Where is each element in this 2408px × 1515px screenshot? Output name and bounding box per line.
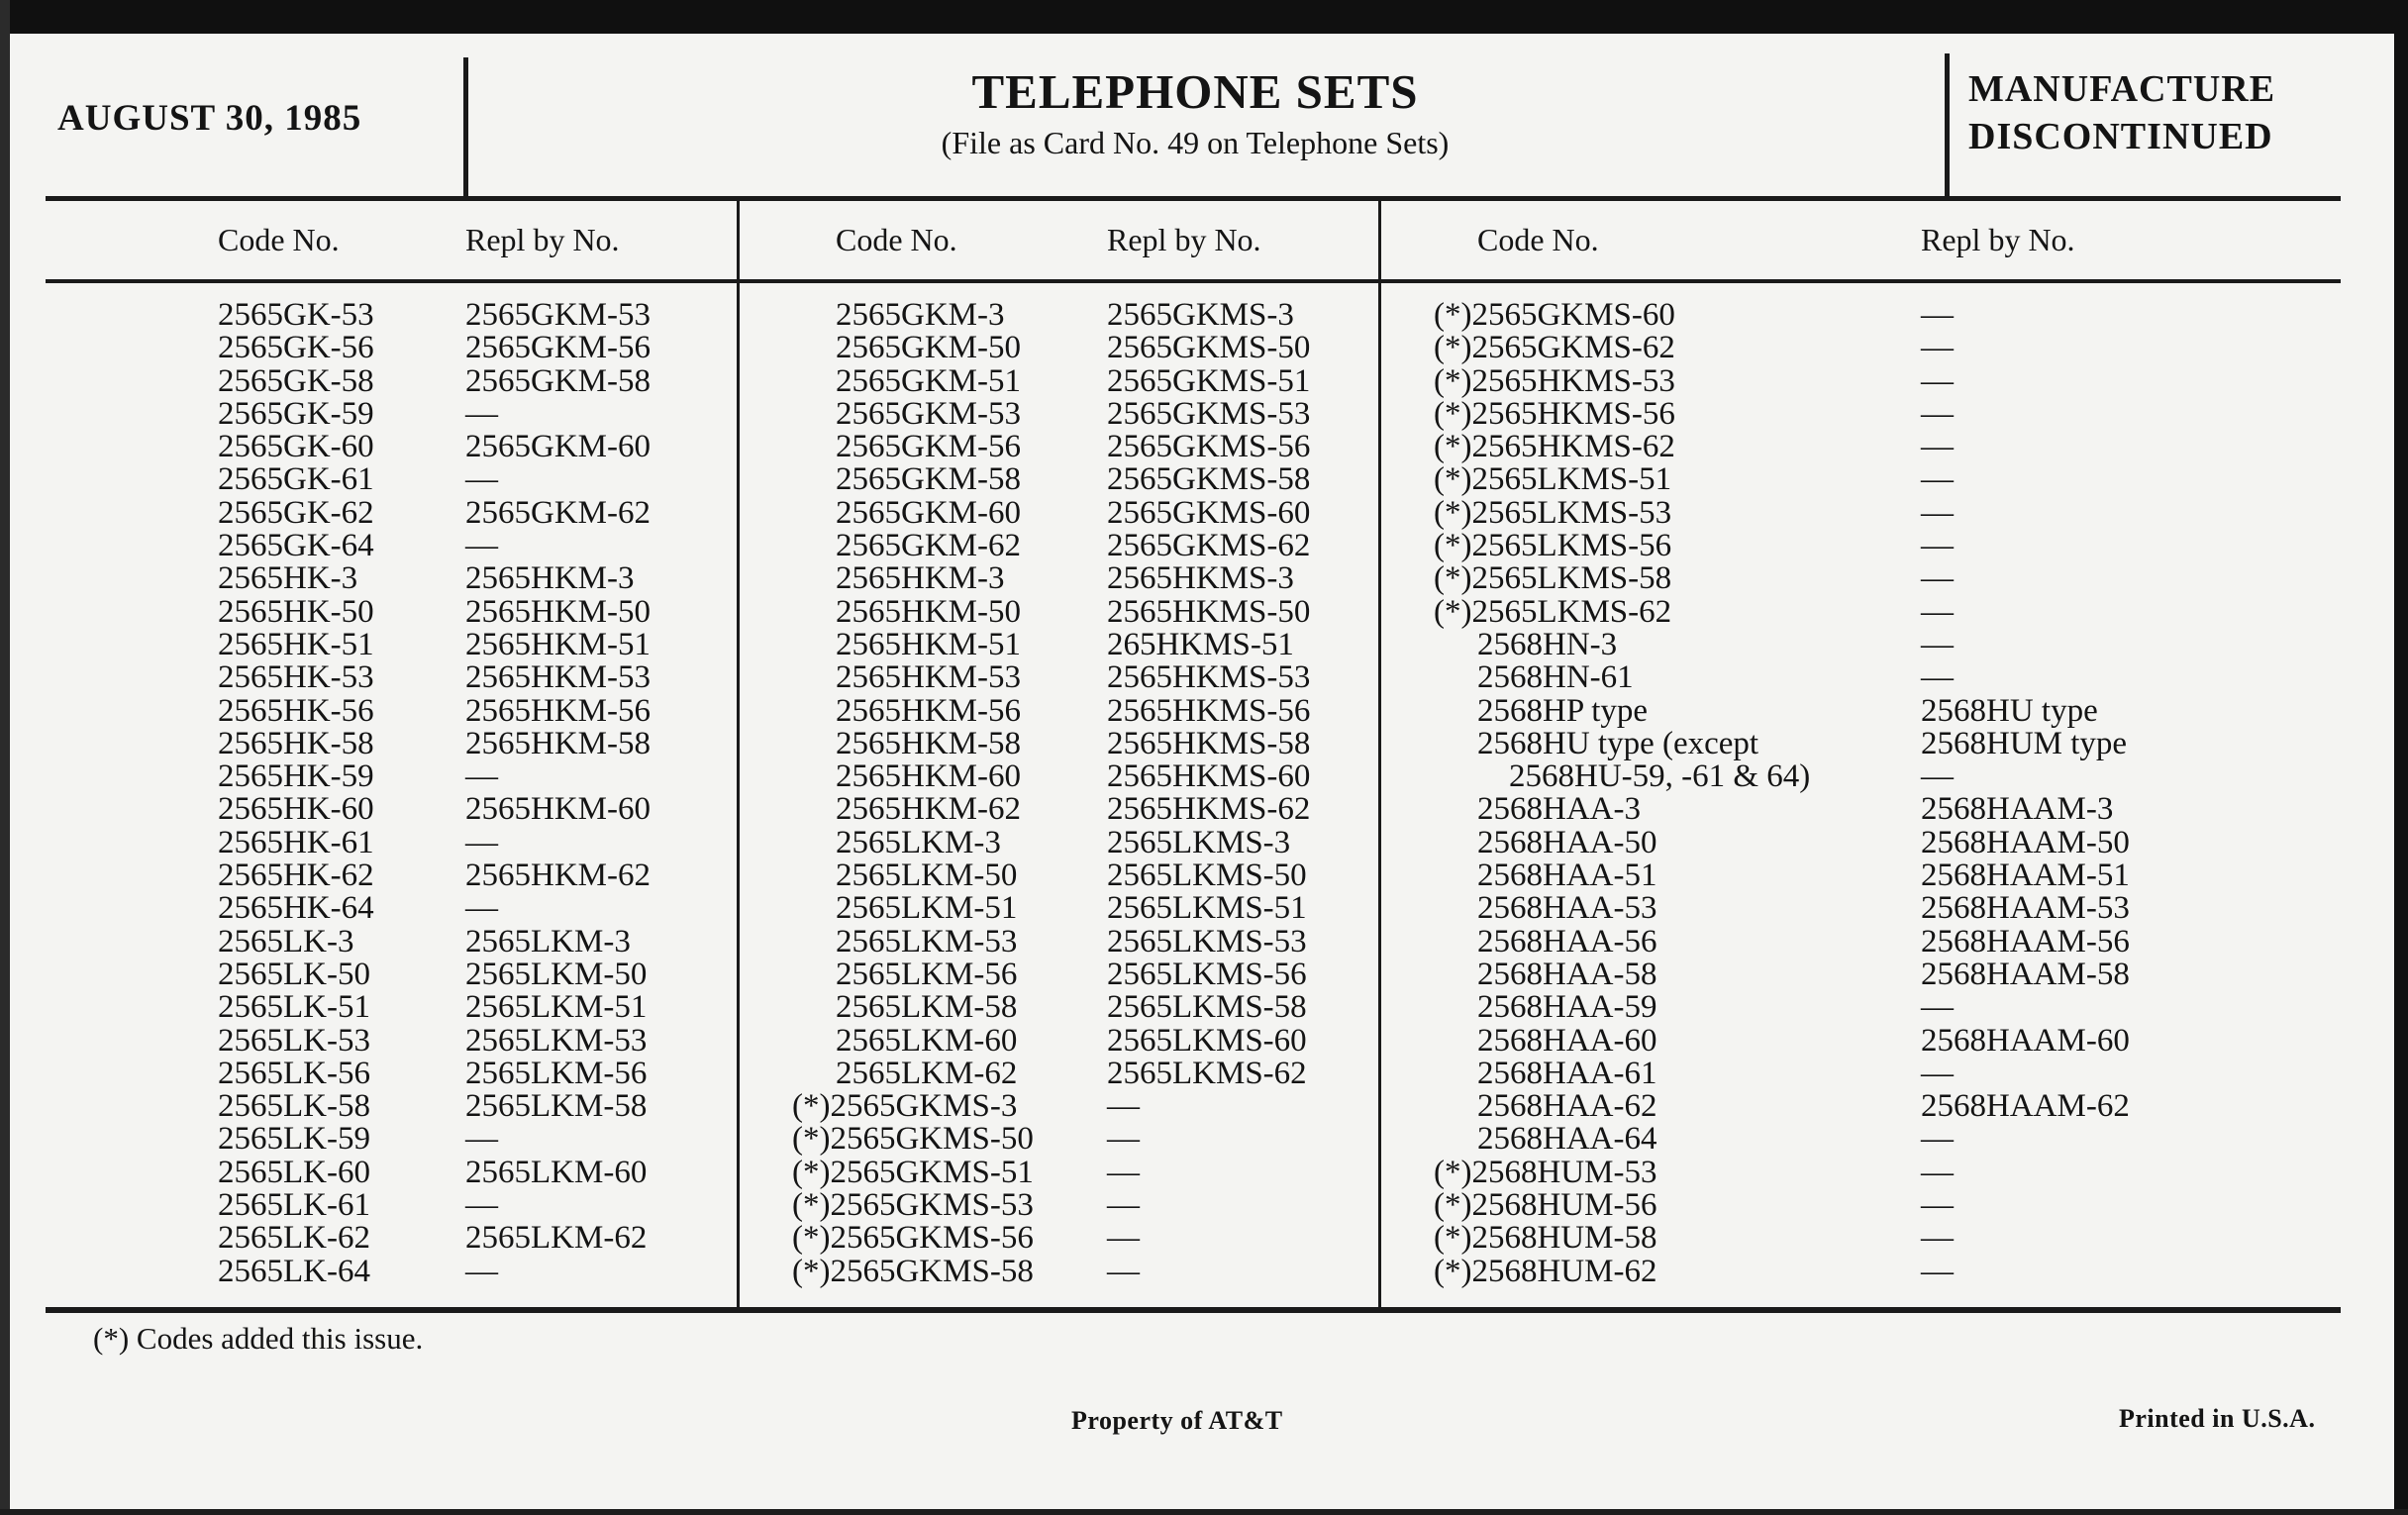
table-cell: 2568HAA-60 xyxy=(1477,1022,1657,1059)
table-cell: — xyxy=(1921,989,1954,1026)
table-cell: 2565GK-56 xyxy=(218,330,374,366)
table-cell: 2565HKM-60 xyxy=(465,791,651,828)
table-cell: 2565HKM-58 xyxy=(836,725,1021,761)
table-cell: 2565LK-59 xyxy=(218,1121,370,1158)
table-cell: 2565LKM-58 xyxy=(836,989,1018,1026)
table-cell: 2565GKM-60 xyxy=(465,429,651,465)
table-cell: (*)2565GKMS-60 xyxy=(1434,297,1675,333)
group3-repl-list xyxy=(1921,299,2130,1288)
group2-code-list xyxy=(792,299,1034,1288)
table-cell: — xyxy=(1921,297,1954,333)
table-cell: (*)2568HUM-53 xyxy=(1434,1154,1657,1190)
table-cell: — xyxy=(1921,1121,1954,1158)
table-cell: — xyxy=(1107,1253,1140,1289)
table-cell: 2565HKM-62 xyxy=(836,791,1021,828)
table-cell: 2565HK-60 xyxy=(218,791,374,828)
table-cell: 2565GKM-56 xyxy=(836,429,1021,465)
table-cell: 2568HAAM-51 xyxy=(1921,858,2130,894)
table-cell: 2565HK-51 xyxy=(218,626,374,662)
table-cell: 2565GKMS-56 xyxy=(1107,429,1311,465)
table-cell: 2568HU type xyxy=(1921,692,2098,729)
table-cell: 2565HK-62 xyxy=(218,858,374,894)
table-cell: (*)2565GKMS-51 xyxy=(792,1154,1034,1190)
scan-border-bottom xyxy=(0,1509,2408,1515)
status-line-1: MANUFACTURE xyxy=(1968,68,2276,110)
table-cell: 2565LKMS-56 xyxy=(1107,956,1307,992)
table-cell: 2565LKMS-51 xyxy=(1107,890,1307,927)
table-cell: 2565HK-61 xyxy=(218,824,374,860)
table-cell: 2565HKMS-62 xyxy=(1107,791,1311,828)
table-cell: 2568HU-59, -61 & 64) xyxy=(1509,758,1811,795)
table-cell: — xyxy=(1107,1187,1140,1224)
table-cell: 2565LK-61 xyxy=(218,1187,370,1224)
table-cell: 2568HAAM-50 xyxy=(1921,824,2130,860)
table-cell: 2565LKM-53 xyxy=(465,1022,648,1059)
status-line-2: DISCONTINUED xyxy=(1968,116,2273,157)
table-cell: — xyxy=(1921,758,1954,795)
table-cell: — xyxy=(1921,429,1954,465)
header-divider-right xyxy=(1945,53,1950,200)
table-cell: — xyxy=(1921,362,1954,399)
footnote: (*) Codes added this issue. xyxy=(93,1321,424,1356)
col2-repl-header: Repl by No. xyxy=(1107,222,1261,257)
table-cell: 2565LK-56 xyxy=(218,1055,370,1091)
table-cell: 2565LKMS-53 xyxy=(1107,923,1307,960)
issue-date: AUGUST 30, 1985 xyxy=(57,98,362,139)
table-cell: 2565GK-64 xyxy=(218,528,374,564)
table-cell: 2568HAA-64 xyxy=(1477,1121,1657,1158)
table-cell: 2565HKMS-3 xyxy=(1107,560,1294,597)
table-cell: 2565GKM-50 xyxy=(836,330,1021,366)
table-cell: 2565GKMS-60 xyxy=(1107,494,1311,531)
table-cell: 2568HAA-59 xyxy=(1477,989,1657,1026)
table-cell: 2565GK-58 xyxy=(218,362,374,399)
table-cell: 2565HK-56 xyxy=(218,692,374,729)
table-cell: — xyxy=(1921,1187,1954,1224)
table-cell: — xyxy=(465,1253,498,1289)
scan-border-left xyxy=(0,0,10,1515)
table-cell: 2565HK-58 xyxy=(218,725,374,761)
table-cell: — xyxy=(1921,528,1954,564)
table-cell: (*)2568HUM-58 xyxy=(1434,1220,1657,1257)
table-cell: 2565LK-3 xyxy=(218,923,354,960)
table-cell: 2565GK-60 xyxy=(218,429,374,465)
table-cell: 2565GKM-51 xyxy=(836,362,1021,399)
column-header-rule xyxy=(46,279,2341,283)
table-cell: (*)2565LKMS-56 xyxy=(1434,528,1672,564)
table-cell: — xyxy=(1921,1154,1954,1190)
table-cell: 2565LKM-3 xyxy=(836,824,1001,860)
table-cell: 2565GKM-53 xyxy=(465,297,651,333)
group2-repl-list xyxy=(1107,299,1310,1288)
table-cell: — xyxy=(1107,1088,1140,1125)
table-cell: 2565HKMS-58 xyxy=(1107,725,1311,761)
table-cell: 2565HKM-60 xyxy=(836,758,1021,795)
table-cell: 2565HKMS-56 xyxy=(1107,692,1311,729)
table-cell: — xyxy=(1921,461,1954,498)
table-cell: 2565GKMS-62 xyxy=(1107,528,1311,564)
table-cell: 2565GKM-56 xyxy=(465,330,651,366)
table-cell: — xyxy=(465,528,498,564)
table-cell: 2568HAA-61 xyxy=(1477,1055,1657,1091)
table-cell: — xyxy=(1921,1055,1954,1091)
table-cell: — xyxy=(1921,659,1954,696)
table-cell: (*)2565LKMS-51 xyxy=(1434,461,1672,498)
table-cell: — xyxy=(465,1121,498,1158)
table-cell: 2565HKM-53 xyxy=(465,659,651,696)
table-cell: 2565LKM-51 xyxy=(836,890,1018,927)
table-cell: 2565LKM-58 xyxy=(465,1088,648,1125)
table-cell: 2565HKM-58 xyxy=(465,725,651,761)
table-cell: (*)2565HKMS-56 xyxy=(1434,395,1675,432)
table-cell: (*)2565GKMS-3 xyxy=(792,1088,1018,1125)
table-bottom-rule xyxy=(46,1307,2341,1313)
table-cell: 2568HAA-53 xyxy=(1477,890,1657,927)
table-cell: 2568HAAM-60 xyxy=(1921,1022,2130,1059)
table-cell: 2565GK-53 xyxy=(218,297,374,333)
page-title: TELEPHONE SETS xyxy=(971,64,1419,119)
table-cell: (*)2565LKMS-62 xyxy=(1434,593,1672,630)
table-cell: 2568HUM type xyxy=(1921,725,2128,761)
table-cell: — xyxy=(1921,593,1954,630)
table-cell: 2568HAA-51 xyxy=(1477,858,1657,894)
table-cell: 2568HAAM-58 xyxy=(1921,956,2130,992)
column-divider-1 xyxy=(737,200,740,1311)
table-cell: 2565HKM-50 xyxy=(465,593,651,630)
col3-code-header: Code No. xyxy=(1477,222,1599,257)
col1-repl-header: Repl by No. xyxy=(465,222,620,257)
table-cell: — xyxy=(1921,330,1954,366)
table-cell: — xyxy=(465,890,498,927)
table-cell: 2568HN-3 xyxy=(1477,626,1618,662)
table-cell: 2565HK-50 xyxy=(218,593,374,630)
table-cell: 2565GKM-60 xyxy=(836,494,1021,531)
table-cell: — xyxy=(1107,1121,1140,1158)
table-cell: 2565LK-50 xyxy=(218,956,370,992)
table-cell: — xyxy=(1921,626,1954,662)
table-cell: 2565LKM-51 xyxy=(465,989,648,1026)
table-cell: — xyxy=(465,395,498,432)
group1-code-list xyxy=(218,299,374,1288)
table-cell: 2565LKMS-50 xyxy=(1107,858,1307,894)
group1-repl-list xyxy=(465,299,651,1288)
table-cell: 2568HP type xyxy=(1477,692,1649,729)
table-cell: (*)2565LKMS-53 xyxy=(1434,494,1672,531)
table-cell: 2565HKM-62 xyxy=(465,858,651,894)
table-cell: 2565LK-60 xyxy=(218,1154,370,1190)
table-cell: (*)2565GKMS-62 xyxy=(1434,330,1675,366)
table-cell: 2568HAAM-53 xyxy=(1921,890,2130,927)
table-cell: 2565HKM-51 xyxy=(465,626,651,662)
table-cell: 2565HKMS-50 xyxy=(1107,593,1311,630)
table-cell: 2565LKMS-62 xyxy=(1107,1055,1307,1091)
table-cell: 2565LKMS-3 xyxy=(1107,824,1291,860)
table-cell: 2565HKM-3 xyxy=(836,560,1005,597)
table-cell: 2565LKM-56 xyxy=(465,1055,648,1091)
table-cell: — xyxy=(1921,1220,1954,1257)
table-cell: 2565HKM-50 xyxy=(836,593,1021,630)
table-cell: — xyxy=(1921,560,1954,597)
table-cell: (*)2565GKMS-53 xyxy=(792,1187,1034,1224)
printed-notice: Printed in U.S.A. xyxy=(2119,1404,2316,1433)
table-cell: — xyxy=(1921,494,1954,531)
table-cell: 2565LK-51 xyxy=(218,989,370,1026)
table-cell: 2568HAA-50 xyxy=(1477,824,1657,860)
table-cell: 2565HKM-56 xyxy=(836,692,1021,729)
table-cell: — xyxy=(465,461,498,498)
table-cell: (*)2565HKMS-53 xyxy=(1434,362,1675,399)
table-cell: 2568HAAM-56 xyxy=(1921,923,2130,960)
table-cell: 2565LKM-62 xyxy=(836,1055,1018,1091)
table-cell: (*)2565LKMS-58 xyxy=(1434,560,1672,597)
table-cell: (*)2565GKMS-56 xyxy=(792,1220,1034,1257)
table-cell: (*)2565GKMS-50 xyxy=(792,1121,1034,1158)
table-cell: 2565LKM-62 xyxy=(465,1220,648,1257)
table-cell: 2565GKM-62 xyxy=(465,494,651,531)
table-cell: 2565GK-61 xyxy=(218,461,374,498)
table-cell: 2565HKM-53 xyxy=(836,659,1021,696)
table-cell: 2568HAAM-3 xyxy=(1921,791,2114,828)
group3-code-list xyxy=(1434,299,1810,1288)
table-cell: 2568HU type (except xyxy=(1477,725,1759,761)
table-cell: 2565LK-64 xyxy=(218,1253,370,1289)
table-cell: 2565GKMS-51 xyxy=(1107,362,1311,399)
table-cell: — xyxy=(1107,1220,1140,1257)
table-cell: 2565LK-62 xyxy=(218,1220,370,1257)
table-cell: 2568HAA-58 xyxy=(1477,956,1657,992)
scan-border-top xyxy=(0,0,2408,34)
table-cell: 2565GKMS-50 xyxy=(1107,330,1311,366)
table-cell: 2565GKM-53 xyxy=(836,395,1021,432)
table-cell: 2565GK-59 xyxy=(218,395,374,432)
table-cell: (*)2568HUM-62 xyxy=(1434,1253,1657,1289)
scan-border-right xyxy=(2394,0,2408,1515)
table-cell: 2565HKMS-53 xyxy=(1107,659,1311,696)
table-cell: 2565HK-64 xyxy=(218,890,374,927)
col3-repl-header: Repl by No. xyxy=(1921,222,2075,257)
status-heading xyxy=(1968,65,2275,160)
table-cell: 2565LKMS-58 xyxy=(1107,989,1307,1026)
table-cell: 2565GKM-58 xyxy=(465,362,651,399)
table-cell: — xyxy=(1107,1154,1140,1190)
table-cell: 2565GKMS-53 xyxy=(1107,395,1311,432)
property-notice: Property of AT&T xyxy=(1071,1406,1283,1435)
table-cell: 2568HN-61 xyxy=(1477,659,1634,696)
table-cell: 2565LKM-56 xyxy=(836,956,1018,992)
table-cell: — xyxy=(465,1187,498,1224)
column-divider-2 xyxy=(1378,200,1381,1311)
table-cell: (*)2568HUM-56 xyxy=(1434,1187,1657,1224)
table-cell: — xyxy=(1921,395,1954,432)
table-cell: 2565GKM-3 xyxy=(836,297,1005,333)
table-cell: 2565LKM-53 xyxy=(836,923,1018,960)
col1-code-header: Code No. xyxy=(218,222,340,257)
table-cell: (*)2565HKMS-62 xyxy=(1434,429,1675,465)
table-cell: 2565GK-62 xyxy=(218,494,374,531)
table-cell: 2565LKM-3 xyxy=(465,923,631,960)
table-cell: 265HKMS-51 xyxy=(1107,626,1294,662)
table-cell: 2565LKM-60 xyxy=(836,1022,1018,1059)
table-cell: 2565HK-53 xyxy=(218,659,374,696)
col2-code-header: Code No. xyxy=(836,222,957,257)
table-cell: 2565HKM-51 xyxy=(836,626,1021,662)
table-cell: 2565GKMS-3 xyxy=(1107,297,1294,333)
table-cell: 2565HK-3 xyxy=(218,560,358,597)
header-rule xyxy=(46,196,2341,201)
table-cell: 2565HKM-3 xyxy=(465,560,635,597)
table-cell: 2565LK-53 xyxy=(218,1022,370,1059)
table-cell: 2565GKMS-58 xyxy=(1107,461,1311,498)
header-divider-left xyxy=(463,57,468,200)
table-cell: 2568HAA-3 xyxy=(1477,791,1641,828)
table-cell: 2565LKM-60 xyxy=(465,1154,648,1190)
table-cell: 2565HK-59 xyxy=(218,758,374,795)
table-cell: (*)2565GKMS-58 xyxy=(792,1253,1034,1289)
page-subtitle: (File as Card No. 49 on Telephone Sets) xyxy=(941,125,1450,160)
table-cell: 2568HAAM-62 xyxy=(1921,1088,2130,1125)
table-cell: 2565LKM-50 xyxy=(836,858,1018,894)
table-cell: — xyxy=(1921,1253,1954,1289)
table-cell: 2565GKM-62 xyxy=(836,528,1021,564)
table-cell: 2565HKMS-60 xyxy=(1107,758,1311,795)
table-cell: 2565HKM-56 xyxy=(465,692,651,729)
table-cell: 2568HAA-62 xyxy=(1477,1088,1657,1125)
table-cell: — xyxy=(465,758,498,795)
table-cell: 2565LKM-50 xyxy=(465,956,648,992)
table-cell: 2565GKM-58 xyxy=(836,461,1021,498)
table-cell: 2565LKMS-60 xyxy=(1107,1022,1307,1059)
table-cell: 2565LK-58 xyxy=(218,1088,370,1125)
table-cell: 2568HAA-56 xyxy=(1477,923,1657,960)
table-cell: — xyxy=(465,824,498,860)
